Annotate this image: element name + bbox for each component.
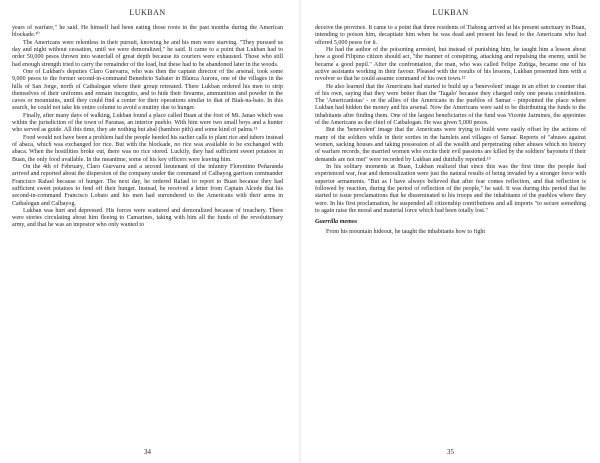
paragraph: He also learned that the Americans had started to build up a 'benevolent' image in an effort to counter that of his own, saying that they were better than the 'Tagalo' because they charged only one peseta contribution. The 'Americanistas' - or the allies of the Americans in the pueblos of Samar - pinpointed the place where Lukban had hidden the money and his arsenal. Now the Americans were said to be distributing the funds to the inhabitants after finding them. One of the largest beneficiaries of the fund was Vicente Jazmines, the appointee of the Americans as the chief of Catbalogan. He was given 5,000 pesos. bbox=[315, 83, 586, 127]
paragraph: Lukban was hurt and depressed. His forces were scattered and demoralized because of treachery. There were stories circulating about him fleeing to Camarines, taking with him all the funds of the revolutionary army, and that he was an impostor who only wanted to bbox=[12, 207, 283, 229]
right-page bbox=[315, 0, 586, 463]
paragraph: But the 'benevolent' image that the Americans were trying to build were easily offset by the actions of many of the soldiers while in their sorties in the hamlets and villages of Samar. Reports of "abuses against women, sacking houses and taking possession of all the wealth and perpetrating other abuses which no history of warfare records, the married women who excite their evil passions are killed by the soldiers' bayonets if their demands are not met" were recorded by Lukban and dutifully reported.¹³ bbox=[315, 127, 586, 163]
book-gutter bbox=[298, 0, 302, 463]
left-page bbox=[12, 0, 283, 463]
paragraph: From his mountain hideout, he taught the inhabitants how to fight bbox=[326, 229, 486, 236]
paragraph: deceive the province. It came to a point that three residents of Tiabong arrived at his present sanctuary in Buan, intending to poison him, decapitate him when he was dead and present his head to the Americans who had offered 5,000 pesos for it. bbox=[315, 25, 586, 46]
right-page-body bbox=[315, 25, 586, 237]
page-number-right: 35 bbox=[447, 448, 454, 456]
left-page-body bbox=[12, 25, 283, 230]
paragraph: Food would not have been a problem had the people heeded his earlier calls to plant rice and tubers instead of abaca, which was exchanged for rice. But with the blockade, no rice was available to be exchanged with abaca. When the hostilities broke out, there was no rice stored. Luckily, they had sufficient sweet potatoes in Buan, the only food available. In the meantime, some of his key officers were leaving him. bbox=[12, 134, 283, 163]
paragraph: One of Lukban's deputies Claro Guevarra, who was then the captain director of the arsenal, took some 9,000 pesos to the former second-in-command Benedicto Sabater in Blanca Aurora, one of the villages in the hills of San Jorge, north of Catbalogan where their group retreated. There Lukban ordered his men to strip themselves of their uniforms and remain incognito, and to hide their firearms, ammunition and powder in the caves or mountains, until they could find a center for their operations similar to that of Biak-na-bato. In this search, he could not take his entire column to avoid a mutiny due to hunger. bbox=[12, 68, 283, 112]
page-number-left: 34 bbox=[144, 448, 151, 456]
running-head-right: LUKBAN bbox=[432, 8, 469, 17]
paragraph: On the 4th of February, Claro Guevarra and a second lieutenant of the infantry Florentino Peñaranda arrived and reported about the dispersion of the company under the command of Calbayog garrison commander Francisco Rafael because of hunger. The next day, he ordered Rafael to report to Buan because they had sufficient sweet potatoes to fend off their hunger. Instead, he received a letter from Captain Alcede that his second-in-command Francisco Lobato and his men had surrendered to the Americans with their arms in Catbalogan and Calbayog. bbox=[12, 163, 283, 207]
running-head-left: LUKBAN bbox=[129, 8, 166, 17]
paragraph: Finally, after many days of walking, Lukban found a place called Buan at the foot of Mt. Janao which was within the jurisdiction of the town of Paranas, an interior pueblo. With him were two small boys and a hunter who served as guide. All this time, they ate nothing but abal (bamboo pith) and some kind of palms.¹¹ bbox=[12, 112, 283, 134]
paragraph: years of warfare," he said. He himself had been eating those roots in the past months during the American blockade.¹⁰ bbox=[12, 25, 283, 39]
paragraph: He had the author of the poisoning arrested, but instead of punishing him, he taught him a lesson about how a good Filipino citizen should act, "the manner of conspiring, attacking and repulsing the enemy, until he became a good pupil." After the confrontation, the man, who was called Felipe Zuñiga, became one of his active assistants working in their favour. Pleased with the results of his lessons, Lukban presented him with a revolver so that he could assume command of his own town.¹² bbox=[315, 46, 586, 83]
section-subheading: Guerrilla memos bbox=[315, 219, 358, 226]
paragraph: The Americans were relentless in their pursuit, knowing he and his men were starving. "They pursued us day and night without cessation, until we were demoralized," he said. It came to a point that Lukban had to order 50,000 pesos thrown into waterfall of great depth because its couriers were exhausted. Those who still had enough strength tried to carry the remainder of the load, but these had to be abandoned later in the woods. bbox=[12, 39, 283, 68]
paragraph: In his solitary moments at Buan, Lukban realized that since this was the first time the people had experienced war, fear and demoralization were just the natural results of being invaded by a stronger force with superior armaments. "But as I have always believed that after fear comes reflection, and that reflection is followed by reaction, during the period of reflection of the people," he said. It was during this period that he started to issue proclamations that he disseminated to his troops and the inhabitants of the pueblos where they were. In his first proclamation, he suspended all citizenship contributions and all imports "to secure something to again raise the moral and material force which had been totally lost." bbox=[315, 163, 586, 214]
